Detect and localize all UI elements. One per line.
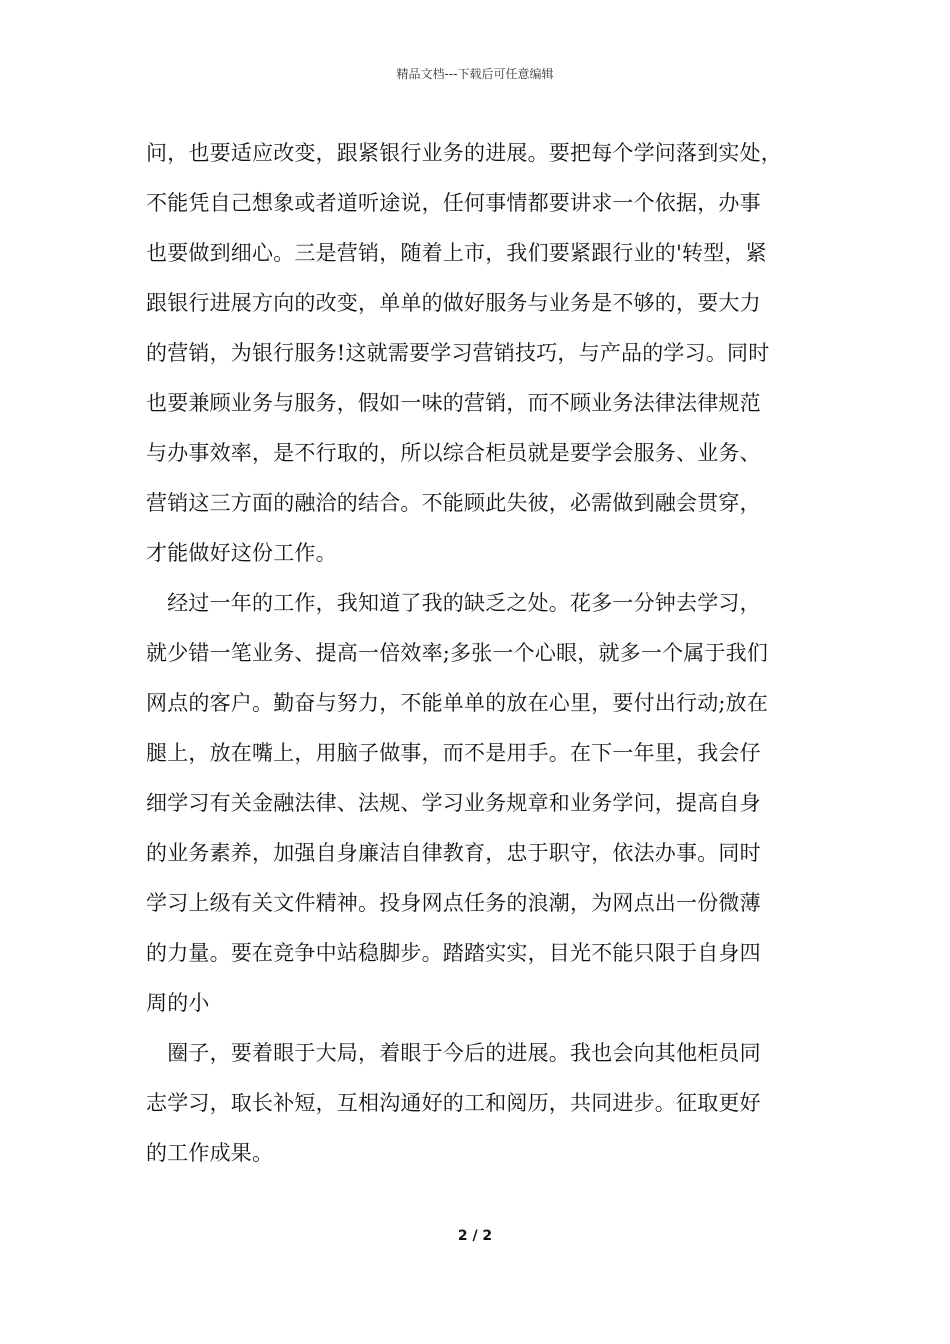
text-line: 细学习有关金融法律、法规、学习业务规章和业务学问，提高自身 (146, 791, 761, 815)
text-line: 志学习，取长补短，互相沟通好的工和阅历，共同进步。征取更好 (146, 1091, 761, 1115)
text-line: 的力量。要在竞争中站稳脚步。踏踏实实，目光不能只限于自身四 (146, 941, 761, 965)
text-line: 学习上级有关文件精神。投身网点任务的浪潮，为网点出一份微薄 (146, 891, 761, 915)
text-line: 就少错一笔业务、提高一倍效率;多张一个心眼，就多一个属于我们 (146, 641, 769, 665)
text-line: 经过一年的工作，我知道了我的缺乏之处。花多一分钟去学习， (146, 591, 761, 615)
text-line: 问，也要适应改变，跟紧银行业务的进展。要把每个学问落到实处， (146, 141, 782, 165)
text-line: 不能凭自己想象或者道听途说，任何事情都要讲求一个依据，办事 (146, 191, 761, 215)
text-line: 才能做好这份工作。 (146, 541, 337, 565)
text-line: 与办事效率，是不行取的，所以综合柜员就是要学会服务、业务、 (146, 441, 761, 465)
text-line: 圈子，要着眼于大局，着眼于今后的进展。我也会向其他柜员同 (146, 1041, 761, 1065)
text-line: 也要做到细心。三是营销，随着上市，我们要紧跟行业的'转型，紧 (146, 241, 767, 265)
text-line: 的业务素养，加强自身廉洁自律教育，忠于职守，依法办事。同时 (146, 841, 761, 865)
page-number: 2 / 2 (457, 1228, 493, 1244)
text-line: 营销这三方面的融洽的结合。不能顾此失彼，必需做到融会贯穿， (146, 491, 761, 515)
text-line: 的营销，为银行服务!这就需要学习营销技巧，与产品的学习。同时 (146, 341, 770, 365)
text-line: 网点的客户。勤奋与努力，不能单单的放在心里，要付出行动;放在 (146, 691, 769, 715)
text-line: 的工作成果。 (146, 1141, 274, 1165)
text-line: 腿上，放在嘴上，用脑子做事，而不是用手。在下一年里，我会仔 (146, 741, 761, 765)
text-line: 也要兼顾业务与服务，假如一味的营销，而不顾业务法律法律规范 (146, 391, 761, 415)
document-body (146, 128, 826, 1178)
text-line: 跟银行进展方向的改变，单单的做好服务与业务是不够的，要大力 (146, 291, 761, 315)
text-line: 周的小 (146, 991, 210, 1015)
page-header: 精品文档---下载后可任意编辑 (396, 67, 554, 81)
